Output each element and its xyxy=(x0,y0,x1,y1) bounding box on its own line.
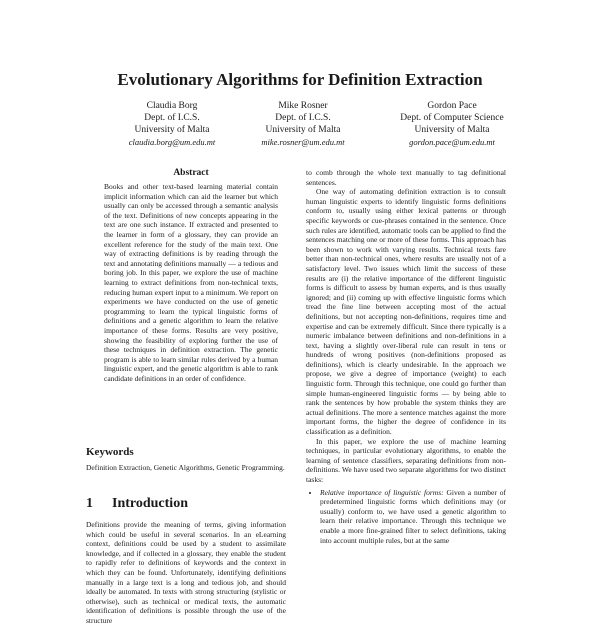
section-number: 1 xyxy=(86,496,93,511)
paragraph: One way of automating definition extraction is to consult human linguistic experts to identify linguistic forms definitions conform to, usually using either lexical patterns or through specific keywords or cue-phrases contained in the sentence. Once such rules are identified, automatic tools can be applied to find the sentences matching one or more of these forms. This approach has been shown to work with varying results. Technical texts fare better than non-technical ones, where results are usually not of a satisfactory level. Two issues which limit the success of these results are (i) the relative importance of the different linguistic forms is difficult to assess by human experts, and is thus usually ignored; and (ii) coming up with effective linguistic forms which tread the fine line between accepting most of the actual definitions, but not accepting non-definitions, requires time and expertise and can be extremely difficult. Since there typically is a numeric imbalance between definitions and non-definitions in a text, having a slightly over-liberal rule can result in tens or hundreds of wrong positives (non-definitions proposed as definitions), which is clearly undesirable. In the approach we propose, we give a degree of importance (weight) to each linguistic form. Through this technique, one could go further than simple human-engineered linguistic forms — by being able to rank the sentences by how probable the system thinks they are actual definitions. The more a sentence matches against the more important forms, the higher the degree of confidence in its classification as a definition. xyxy=(306,187,506,437)
bullet-text: Given a number of predetermined linguistic forms which definitions may (or usually) conform to, we have used a genetic algorithm to learn their relative importance. Through this technique we enable a more fine-grained filter to select definitions, taking into account multiple rules, but at the same xyxy=(320,487,506,545)
abstract-text xyxy=(104,182,278,383)
bullet-label: Relative importance of linguistic forms: xyxy=(320,487,444,497)
author-dept: Dept. of I.C.S. xyxy=(275,113,331,123)
keywords-text xyxy=(86,463,286,473)
author-email: mike.rosner@um.edu.mt xyxy=(261,137,345,147)
paragraph: to comb through the whole text manually to tag definitional sentences. xyxy=(306,168,506,187)
author-name: Gordon Pace xyxy=(427,101,477,111)
section-title: Introduction xyxy=(112,496,188,511)
keywords-paragraph: Definition Extraction, Genetic Algorithms, Genetic Programming. xyxy=(86,463,285,472)
paragraph: In this paper, we explore the use of machine learning techniques, in particular evolutionary algorithms, to enable the learning of sentence classifiers, separating definitions from non-definitions. We have used two separate algorithms for two distinct tasks: xyxy=(306,436,506,484)
author-name: Mike Rosner xyxy=(278,101,328,111)
author-email: gordon.pace@um.edu.mt xyxy=(409,137,495,147)
list-item xyxy=(320,488,506,546)
author-university: University of Malta xyxy=(265,125,341,135)
author-dept: Dept. of Computer Science xyxy=(400,113,504,123)
keywords-heading: Keywords xyxy=(86,446,134,458)
section-heading xyxy=(86,496,188,512)
author-block xyxy=(372,100,532,148)
paper-title: Evolutionary Algorithms for Definition Extraction xyxy=(117,70,483,89)
abstract-paragraph: Books and other text-based learning material contain implicit information which can aid the learner but which usually can only be accessed through a semantic analysis of the text. Definitions of new concepts appearing in the text are one such instance. If extracted and presented to the learner in form of a glossary, they can provide an excellent reference for the study of the main text. One way of extracting definitions is by reading through the text and annotating definitions manually — a tedious and boring job. In this paper, we explore the use of machine learning to extract definitions from non-technical texts, reducing human expert input to a minimum. We report on experiments we have conducted on the use of genetic programming to learn the typical linguistic forms of definitions and a genetic algorithm to learn the relative importance of these forms. Results are very positive, showing the feasibility of exploring further the use of these techniques in definition extraction. The genetic program is able to learn similar rules derived by a human linguistic expert, and the genetic algorithm is able to rank candidate definitions in an order of confidence. xyxy=(104,182,278,383)
introduction-text xyxy=(86,520,286,626)
author-name: Claudia Borg xyxy=(146,101,198,111)
abstract-heading: Abstract xyxy=(173,168,209,178)
author-block xyxy=(223,100,383,148)
author-university: University of Malta xyxy=(134,125,210,135)
author-dept: Dept. of I.C.S. xyxy=(144,113,200,123)
author-university: University of Malta xyxy=(414,125,490,135)
right-column xyxy=(306,168,506,545)
introduction-paragraph: Definitions provide the meaning of terms, giving information which could be useful in several scenarios. In an eLearning context, definitions could be used by a student to assimilate knowledge, and if collected in a glossary, they enable the student to rapidly refer to definitions of keywords and the context in which they can be found. Unfortunately, identifying definitions manually in a large text is a long and tedious job, and should ideally be automated. In texts with strong structuring (stylistic or otherwise), such as technical or medical texts, the automatic identification of definitions is possible through the use of the structure xyxy=(86,520,286,625)
bullet-list xyxy=(306,488,506,546)
author-email: claudia.borg@um.edu.mt xyxy=(128,137,216,147)
